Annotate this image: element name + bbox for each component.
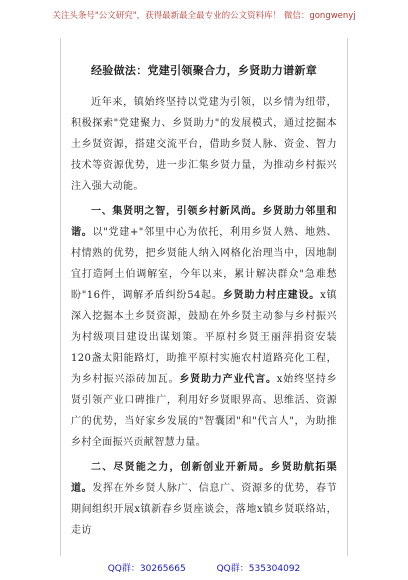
- section-1-subheading-3: 乡贤助力产业代言。: [179, 374, 277, 385]
- section-1-heading: 一、集贤明之智，引领乡村新风尚。: [91, 206, 263, 217]
- footer-contacts: [0, 561, 408, 574]
- intro-paragraph: 近年来，镇始终坚持以党建为引领，以乡情为纽带，积极探索"党建聚力、乡贤助力"的发展模式，通过挖掘本土乡贤资源，搭建交流平台，借助乡贤人脉、资金、智力技术等资源优势，进一步汇集乡贤力量，为推动乡村振兴注入强大动能。: [71, 97, 337, 192]
- document-page: [60, 38, 348, 556]
- section-1-text-2: x镇深入挖掘本土乡贤资源，鼓励在外乡贤主动参与乡村振兴为村级项目建设出谋划策。平原村乡贤王丽萍捐资安装120盏太阳能路灯，助推平原村实施农村道路亮化工程，为乡村振兴添砖加瓦。: [71, 290, 337, 385]
- section-1-subheading-2: 乡贤助力村庄建设。: [222, 290, 321, 301]
- section-2-subheading-1: 乡贤助航拓渠道。: [71, 462, 337, 494]
- promo-banner: 关注头条号"公文研究"，获得最新最全最专业的公文资料库！ 微信：gongwenyj: [52, 11, 356, 21]
- section-1-subheading-1: 乡贤助力邻里和谐。: [71, 206, 337, 238]
- footer-qq-group-2: QQ群：535304092: [216, 564, 301, 574]
- section-2-paragraph: [71, 457, 337, 541]
- section-2-text-1: 发挥在外乡贤人脉广、信息广、资源多的优势，春节期间组织开展x镇新春乡贤座谈会，落地x镇乡贤联络站，走访: [71, 483, 337, 536]
- document-title: 经验做法：党建引领聚合力，乡贤助力谱新章: [91, 64, 317, 77]
- section-1-text-1: 以"党建+"邻里中心为依托，利用乡贤人熟、地熟、村情熟的优势，把乡贤能人纳入网格化治理当中，因地制宜打造阿土伯调解室，今年以来，累计解决群众"急难愁盼"16件，调解矛盾纠纷54起。: [71, 227, 337, 301]
- footer-qq-group-1: QQ群：30265665: [107, 564, 186, 574]
- document-body: [71, 62, 337, 545]
- section-1-paragraph: [71, 201, 337, 453]
- section-1-text-3: x始终坚持乡贤引领产业口碑推广，利用好乡贤眼界高、思维活、资源广的优势，当好家乡发展的"智囊团"和"代言人"，为助推乡村全面振兴贡献智慧力量。: [71, 374, 337, 448]
- section-2-heading: 二、尽贤能之力，创新创业开新局。: [91, 462, 271, 473]
